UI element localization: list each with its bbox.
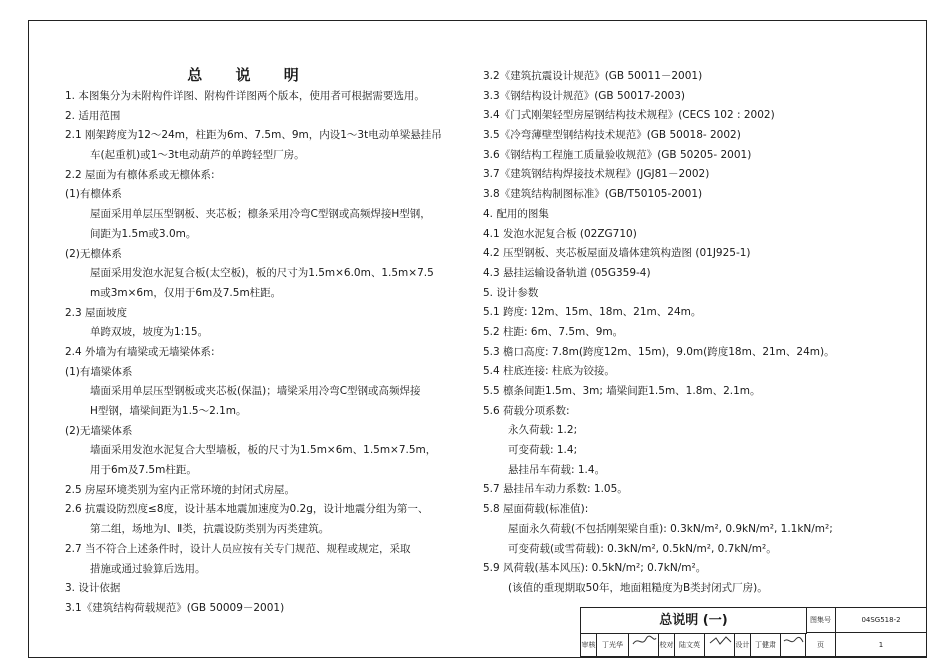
page-label: 页 bbox=[806, 633, 836, 657]
left-column bbox=[65, 87, 465, 619]
text-line: 5.2 柱距: 6m、7.5m、9m。 bbox=[483, 325, 624, 338]
text-line: 5.4 柱底连接: 柱底为铰接。 bbox=[483, 365, 615, 378]
text-line: (2)无墙梁体系 bbox=[65, 424, 133, 437]
signature-icon bbox=[706, 633, 734, 649]
text-line: 墙面采用单层压型钢板或夹芯板(保温)；墙梁采用冷弯C型钢或高频焊接 bbox=[90, 385, 421, 398]
checker-label: 校对 bbox=[659, 633, 675, 657]
text-line: 2.6 抗震设防烈度≤8度，设计基本地震加速度为0.2g，设计地震分组为第一、 bbox=[65, 503, 429, 516]
text-line: 可变荷载: 1.4; bbox=[508, 444, 578, 457]
text-line: 2.7 当不符合上述条件时，设计人员应按有关专门规范、规程或规定，采取 bbox=[65, 542, 411, 555]
text-line: 2. 适用范围 bbox=[65, 109, 121, 122]
text-line: 5.9 风荷载(基本风压): 0.5kN/m²; 0.7kN/m²。 bbox=[483, 562, 707, 575]
text-line: 屋面采用发泡水泥复合板(太空板)，板的尺寸为1.5m×6.0m、1.5m×7.5 bbox=[90, 267, 434, 280]
text-line: 措施或通过验算后选用。 bbox=[90, 562, 206, 575]
reviewer-signature bbox=[629, 633, 659, 657]
text-line: H型钢，墙梁间距为1.5～2.1m。 bbox=[90, 405, 247, 417]
reviewer-name: 丁光华 bbox=[597, 633, 629, 657]
text-line: 3.6《钢结构工程施工质量验收规范》(GB 50205- 2001) bbox=[483, 148, 752, 161]
text-line: 间距为1.5m或3.0m。 bbox=[90, 227, 197, 240]
text-line: 永久荷载: 1.2; bbox=[508, 424, 578, 437]
text-line: 3.3《钢结构设计规范》(GB 50017-2003) bbox=[483, 89, 685, 102]
checker-signature bbox=[705, 633, 735, 657]
text-line: 3.7《建筑钢结构焊接技术规程》(JGJ81－2002) bbox=[483, 168, 710, 181]
text-line: 4.1 发泡水泥复合板 (02ZG710) bbox=[483, 227, 637, 240]
text-line: 5.3 檐口高度: 7.8m(跨度12m、15m)，9.0m(跨度18m、21m、24m)。 bbox=[483, 345, 835, 358]
text-line: 3.2《建筑抗震设计规范》(GB 50011－2001) bbox=[483, 70, 703, 82]
reviewer-label: 审核 bbox=[581, 633, 597, 657]
checker-name: 陆文英 bbox=[675, 633, 705, 657]
text-line: 1. 本图集分为未附构件详图、附构件详图两个版本，使用者可根据需要选用。 bbox=[65, 90, 425, 102]
text-line: (该值的重现期取50年，地面粗糙度为B类封闭式厂房)。 bbox=[508, 581, 768, 594]
title-block bbox=[580, 607, 927, 658]
text-line: 3.5《冷弯薄壁型钢结构技术规范》(GB 50018- 2002) bbox=[483, 129, 741, 142]
text-line: 2.3 屋面坡度 bbox=[65, 306, 128, 319]
text-line: (1)有檩体系 bbox=[65, 188, 122, 201]
page-number: 1 bbox=[836, 633, 927, 657]
atlas-number-label: 图集号 bbox=[806, 608, 836, 633]
text-line: 2.2 屋面为有檩体系或无檩体系: bbox=[65, 168, 215, 181]
text-line: 4.2 压型钢板、夹芯板屋面及墙体建筑构造图 (01J925-1) bbox=[483, 247, 751, 260]
designer-label: 设计 bbox=[735, 633, 751, 657]
text-line: 5.5 檩条间距1.5m、3m; 墙梁间距1.5m、1.8m、2.1m。 bbox=[483, 385, 761, 397]
signature-icon bbox=[781, 633, 805, 649]
text-line: (2)无檩体系 bbox=[65, 247, 122, 260]
text-line: 可变荷载(或雪荷载): 0.3kN/m², 0.5kN/m², 0.7kN/m²。 bbox=[508, 542, 777, 555]
text-line: 3.1《建筑结构荷载规范》(GB 50009－2001) bbox=[65, 601, 285, 614]
text-line: 2.4 外墙为有墙梁或无墙梁体系: bbox=[65, 345, 215, 358]
text-line: 5. 设计参数 bbox=[483, 286, 539, 299]
text-line: 用于6m及7.5m柱距。 bbox=[90, 464, 197, 477]
atlas-number: 04SG518-2 bbox=[836, 608, 927, 633]
text-line: 2.1 刚架跨度为12～24m，柱距为6m、7.5m、9m，内设1～3t电动单梁悬挂吊 bbox=[65, 129, 442, 142]
text-line: 5.8 屋面荷载(标准值): bbox=[483, 503, 589, 516]
sheet-title: 总说明 (一) bbox=[581, 608, 807, 634]
text-line: 5.1 跨度: 12m、15m、18m、21m、24m。 bbox=[483, 306, 702, 319]
text-line: m或3m×6m，仅用于6m及7.5m柱距。 bbox=[90, 286, 282, 299]
text-line: 4. 配用的图集 bbox=[483, 207, 549, 220]
text-line: (1)有墙梁体系 bbox=[65, 365, 133, 378]
text-line: 第二组，场地为Ⅰ、Ⅱ类，抗震设防类别为丙类建筑。 bbox=[90, 523, 330, 536]
text-line: 车(起重机)或1～3t电动葫芦的单跨轻型厂房。 bbox=[90, 149, 305, 162]
text-line: 屋面采用单层压型钢板、夹芯板；檩条采用冷弯C型钢或高频焊接H型钢， bbox=[90, 208, 431, 221]
text-line: 3.8《建筑结构制图标准》(GB/T50105-2001) bbox=[483, 188, 703, 201]
text-line: 墙面采用发泡水泥复合大型墙板，板的尺寸为1.5m×6m、1.5m×7.5m， bbox=[90, 444, 437, 457]
designer-signature bbox=[781, 633, 806, 657]
text-line: 5.6 荷载分项系数: bbox=[483, 404, 570, 417]
text-line: 3. 设计依据 bbox=[65, 582, 121, 595]
text-line: 悬挂吊车荷载: 1.4。 bbox=[508, 463, 606, 476]
text-line: 5.7 悬挂吊车动力系数: 1.05。 bbox=[483, 483, 628, 496]
text-line: 屋面永久荷载(不包括刚架梁自重): 0.3kN/m², 0.9kN/m², 1.1kN/m²; bbox=[508, 522, 833, 535]
text-line: 3.4《门式刚架轻型房屋钢结构技术规程》(CECS 102 : 2002) bbox=[483, 109, 775, 122]
designer-name: 丁健肃 bbox=[751, 633, 781, 657]
right-column bbox=[483, 67, 888, 599]
text-line: 单跨双坡，坡度为1:15。 bbox=[90, 326, 209, 339]
signature-icon bbox=[630, 633, 658, 649]
text-line: 2.5 房屋环境类别为室内正常环境的封闭式房屋。 bbox=[65, 483, 296, 496]
text-line: 4.3 悬挂运输设备轨道 (05G359-4) bbox=[483, 266, 651, 279]
page-title: 总 说 明 bbox=[187, 66, 313, 84]
